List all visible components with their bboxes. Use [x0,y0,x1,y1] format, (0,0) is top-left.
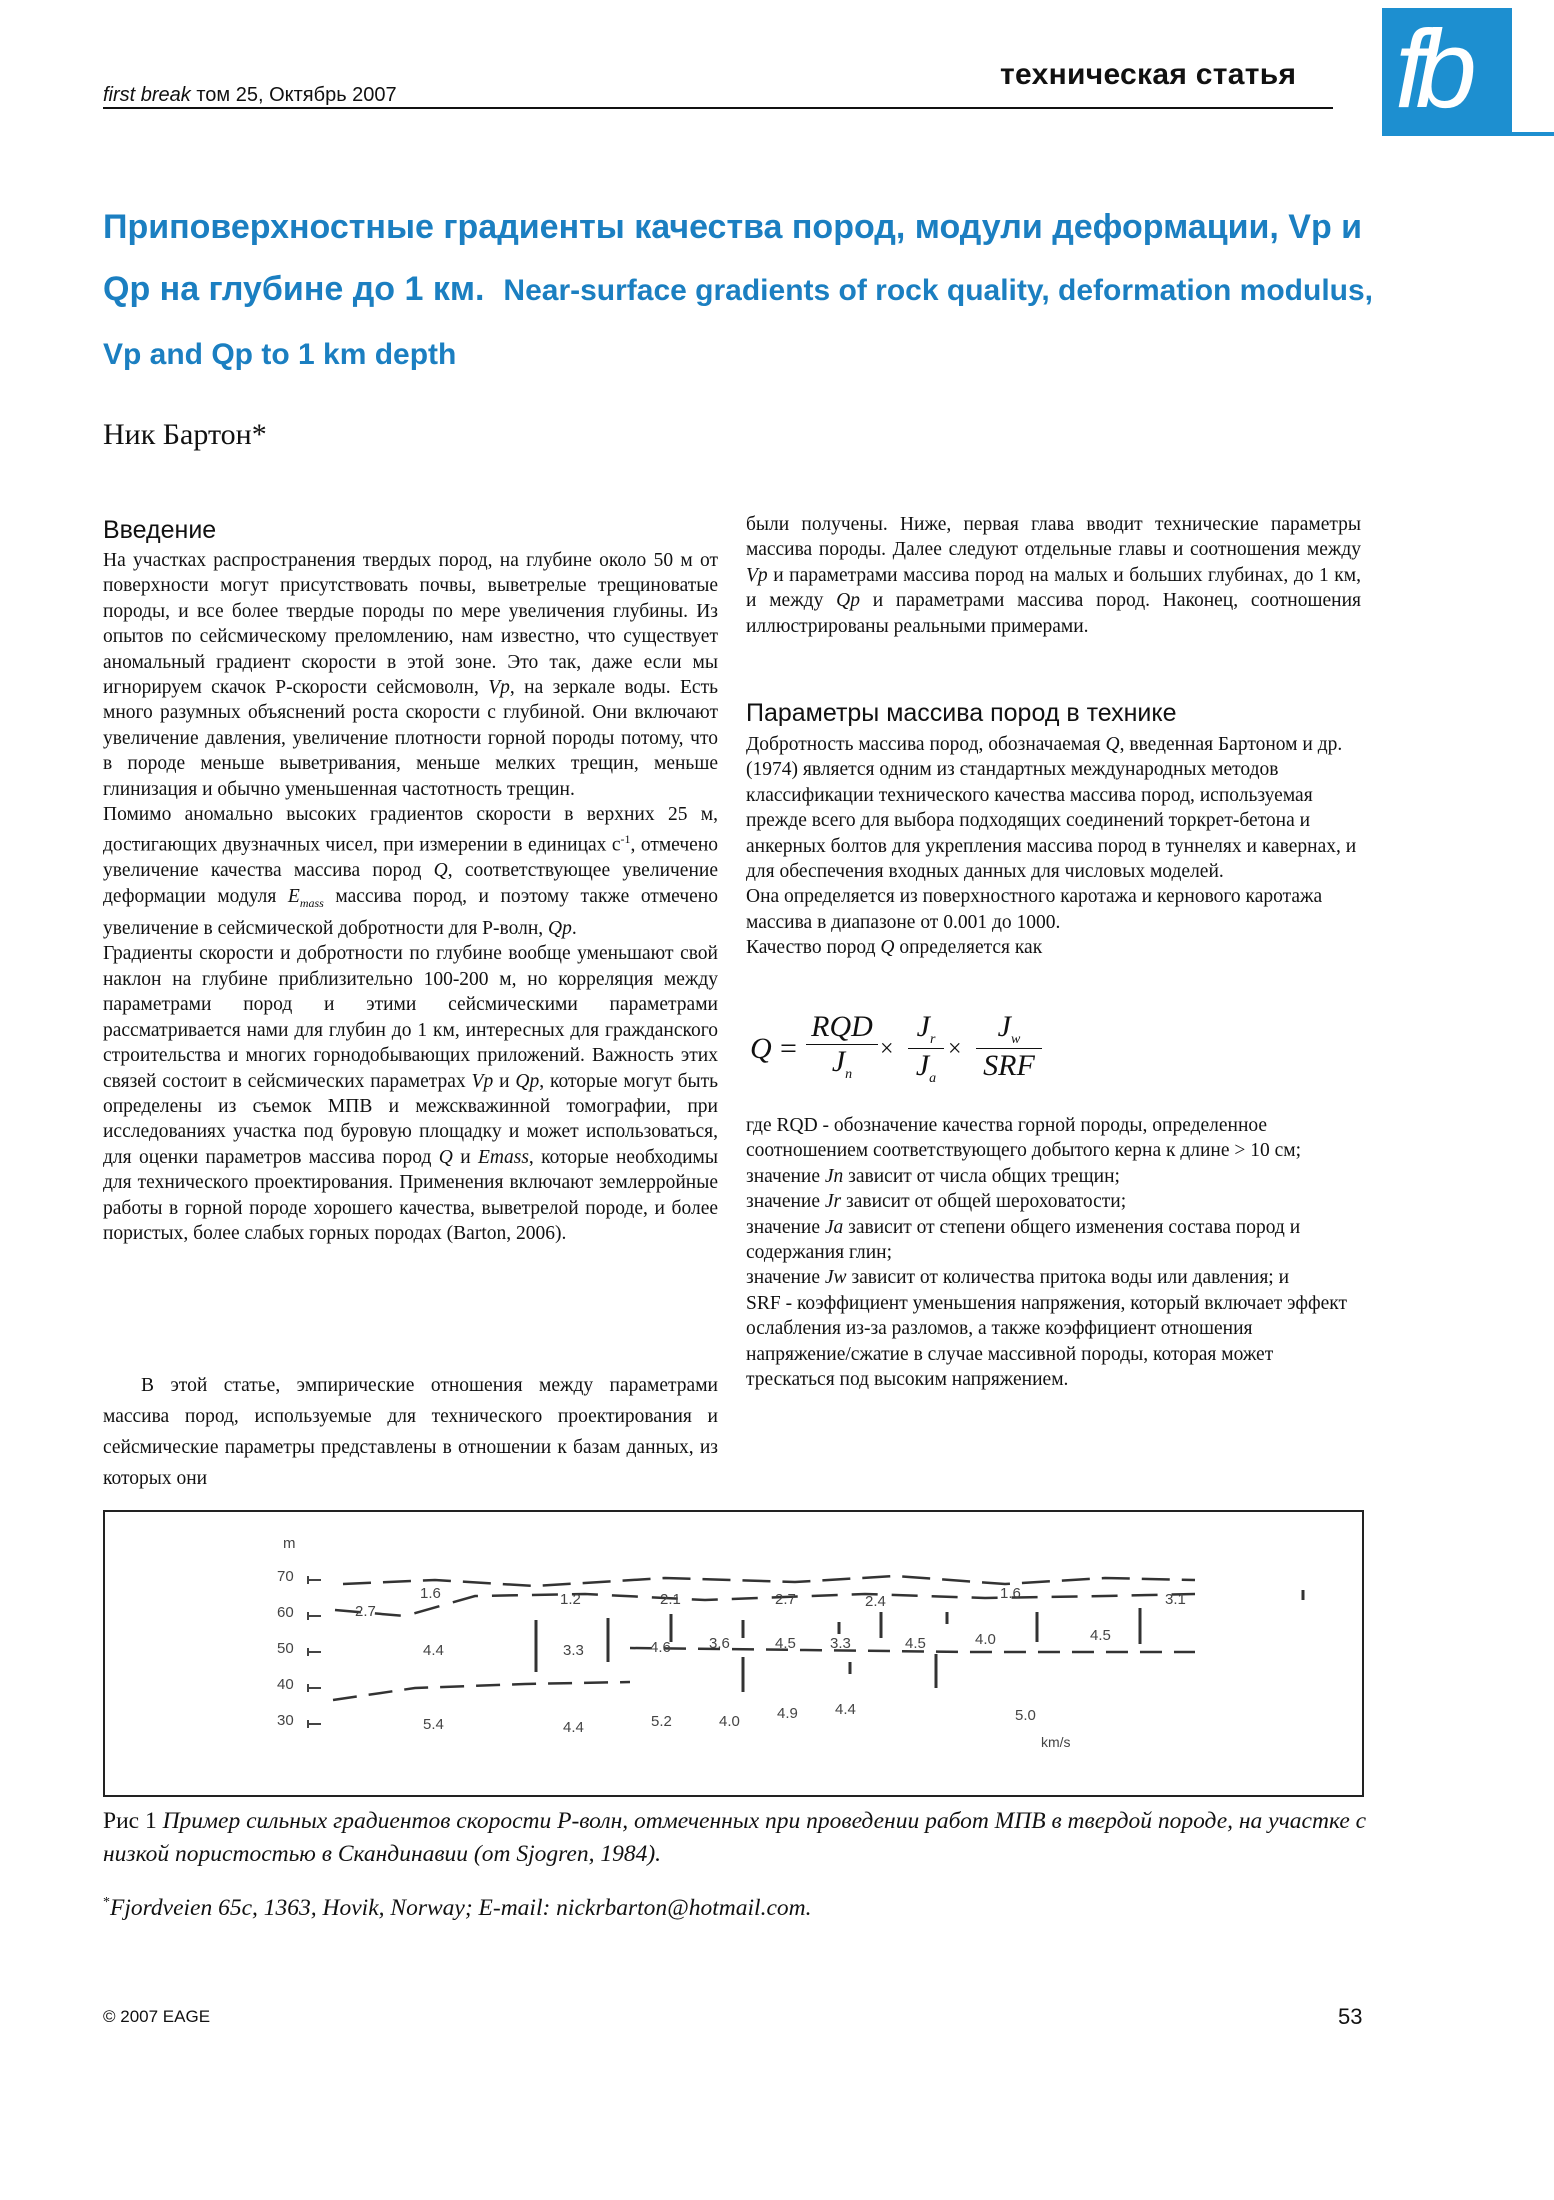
y-tick-40: 40 [277,1676,294,1693]
velocity-label: 5.0 [1015,1707,1036,1724]
formula-times-2: × [948,1036,962,1062]
header-rule [103,107,1333,109]
formula-fraction-1: RQD $J_n$ [806,1010,878,1083]
formula-definitions [746,1113,1361,1392]
velocity-label: 1.6 [420,1585,441,1602]
velocity-profile-diagram [105,1512,1362,1795]
params-body [746,732,1361,961]
velocity-label: 4.0 [975,1631,996,1648]
title-en: Near-surface gradients of rock quality, deformation modulus, Vp and Qp to 1 km depth [103,274,1374,371]
velocity-label: 1.2 [560,1591,581,1608]
page-number: 53 [1338,2004,1363,2029]
velocity-label: 4.6 [650,1639,671,1656]
article-title [103,196,1393,386]
y-tick-50: 50 [277,1640,294,1657]
section-label: техническая статья [1000,58,1297,91]
params-heading: Параметры массива пород в технике [746,699,1177,727]
velocity-labels [355,1585,1186,1736]
intro-paragraph-3: Градиенты скорости и добротности по глубине вообще уменьшают свой наклон на глубине приблизительно 100-200 м, но корреляция между параметрами пород и этими сейсмическими параметрами рассматривается нами для глубин до 1 км, интересных для гражданского строительства и многих горнодобывающих приложений. Важность этих связей состоит в сейсмических параметрах Vp и Qp, которые могут быть определены из съемок МПВ и межскважинной томографии, при исследованиях участка под буровую площадку и может использоваться, для оценки параметров массива пород Q и Emass, которые необходимы для технического проектирования. Применения включают землерройные работы в горной породе хорошего качества, выветрелой породе, и более пористых, более слабых горных породах (Barton, 2006). [103,943,719,1244]
definition-rqd: где RQD - обозначение качества горной породы, определенное соотношением соответствующего добытого керна к длине > 10 см; [746,1115,1302,1162]
journal-header [103,84,397,107]
velocity-label: 3.1 [1165,1591,1186,1608]
journal-issue: том 25, Октябрь 2007 [190,84,397,106]
y-tick-70: 70 [277,1568,294,1585]
q-formula [742,1010,1082,1106]
params-paragraph-1: Добротность массива пород, обозначаемая Q, введенная Бартоном и др. (1974) является одним из стандартных международных методов классификации технического качества массива пород, используемая прежде всего для выбора подходящих соединений торкрет-бетона и анкерных болтов для укрепления массива пород в туннелях и кавернах, и для обеспечения входных данных для числовых моделей. [746,734,1357,883]
y-tick-60: 60 [277,1604,294,1621]
logo-text: fb [1395,8,1467,131]
layer-boundaries [333,1576,1195,1700]
author-name: Ник Бартон* [103,418,267,451]
velocity-label: 3.3 [830,1635,851,1652]
formula-equals: = [780,1032,797,1065]
definition-jn: значение Jn зависит от числа общих трещин; [746,1165,1120,1187]
definition-jr: значение Jr зависит от общей шероховатости; [746,1191,1127,1213]
intro-paragraph-4: В этой статье, эмпирические отношения между параметрами массива пород, используемые для технического проектирования и сейсмические параметры представлены в отношении к базам данных, из которых они [103,1375,718,1489]
x-unit-label: km/s [1041,1734,1071,1750]
velocity-label: 4.4 [835,1701,856,1718]
title-ru: Приповерхностные градиенты качества пород, модули деформации, Vp и Qp на глубине до 1 км. [103,208,1363,308]
y-tick-30: 30 [277,1712,294,1729]
intro-body [103,548,718,1246]
velocity-label: 2.1 [660,1591,681,1608]
velocity-label: 4.0 [719,1713,740,1730]
velocity-label: 3.3 [563,1642,584,1659]
velocity-label: 4.5 [1090,1627,1111,1644]
velocity-label: 5.4 [423,1716,444,1733]
caption-label: Рис 1 [103,1808,157,1834]
velocity-label: 4.9 [777,1705,798,1722]
definition-jw: значение Jw зависит от количества притока воды или давления; и [746,1267,1290,1289]
caption-text: Пример сильных градиентов скорости P-волн, отмеченных при проведении работ МПВ в твердой породе, на участке с низкой пористостью в Скандинавии (от Sjogren, 1984). [103,1808,1367,1867]
velocity-label: 2.7 [355,1603,376,1620]
y-axis [277,1568,321,1729]
formula-times-1: × [880,1036,894,1062]
formula-lhs: Q [750,1032,772,1065]
intro-heading: Введение [103,516,217,544]
journal-name: first break [103,84,191,106]
velocity-label: 4.5 [775,1635,796,1652]
velocity-label: 2.7 [775,1591,796,1608]
formula-fraction-2: $\frac{J_r}{J_a}$ [908,1010,944,1087]
copyright: © 2007 EAGE [103,2007,211,2026]
figure-1 [103,1510,1364,1797]
y-unit-label: m [283,1535,296,1552]
velocity-label: 1.6 [1000,1585,1021,1602]
velocity-label: 4.4 [563,1719,584,1736]
author-footnote [103,1895,811,1922]
definition-srf: SRF - коэффициент уменьшения напряжения, который включает эффект ослабления из-за разломов, а также коэффициент отношения напряжение/сжатие в случае массивной породы, которая может трескаться под высоким напряжением. [746,1292,1347,1391]
velocity-label: 2.4 [865,1593,886,1610]
velocity-label: 5.2 [651,1713,672,1730]
intro-paragraph-1: На участках распространения твердых пород, на глубине около 50 м от поверхности могут присутствовать почвы, выветрелые трещиноватые породы, и все более твердые породы по мере увеличения глубины. Из опытов по сейсмическому преломлению, нам известно, что существует аномальный градиент скорости в этой зоне. Это так, даже если мы игнорируем скачок P-скорости сейсмоволн, Vp, на зеркале воды. Есть много разумных объяснений роста скорости с глубиной. Они включают увеличение давления, увеличение плотности горной породы потому, что в породе меньше выветривания, меньше мелких трещин, меньше глинизация и обычно уменьшенная частотность трещин. [103,550,718,800]
figure-caption [103,1805,1383,1871]
intro-paragraph-2: Помимо аномально высоких градиентов скорости в верхних 25 м, достигающих двузначных чисел, при измерении в единицах $с^{-1}$, отмечено увеличение качества массива пород Q, соответствующее увеличение деформации модуля $E_{mass}$ массива пород, и поэтому также отмечено увеличение в сейсмической добротности для P-волн, Qp. [103,804,719,940]
velocity-label: 3.6 [709,1635,730,1652]
params-paragraph-2: Она определяется из поверхностного каротажа и кернового каротажа массива в диапазоне от 0.001 до 1000. [746,886,1323,933]
params-paragraph-3: Качество пород Q определяется как [746,937,1043,959]
col2-continuation: были получены. Ниже, первая глава вводит технические параметры массива породы. Далее следуют отдельные главы и соотношения между Vp и параметрами массива пород на малых и больших глубинах, до 1 км, и между Qp и параметрами массива пород. Наконец, соотношения иллюстрированы реальными примерами. [746,514,1361,637]
definition-ja: значение Ja зависит от степени общего изменения состава пород и содержания глин; [746,1216,1301,1264]
velocity-label: 4.5 [905,1635,926,1652]
formula-fraction-3: $J_w$ SRF [976,1010,1042,1083]
velocity-label: 4.4 [423,1642,444,1659]
footnote-mark: * [103,1895,110,1911]
footnote-text: Fjordveien 65c, 1363, Hovik, Norway; E-mail: nickrbarton@hotmail.com. [110,1895,812,1921]
